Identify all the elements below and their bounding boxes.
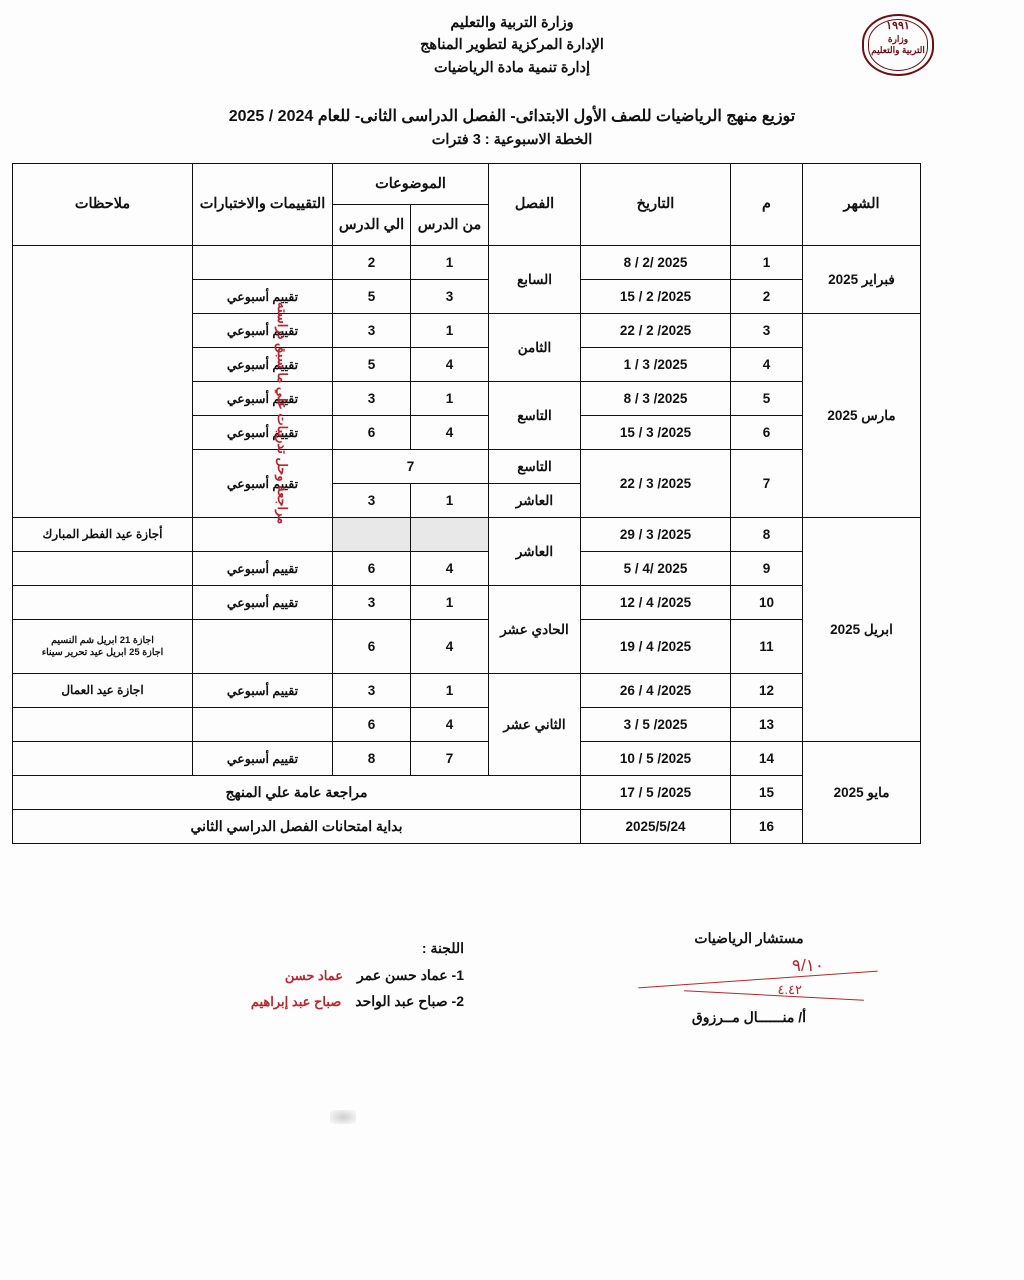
cell-from: 7 — [411, 742, 489, 776]
cell-to: 6 — [333, 708, 411, 742]
advisor-date: ٩/١٠ — [791, 956, 824, 975]
cell-date: 2025/ 4 / 26 — [581, 674, 731, 708]
cell-to: 3 — [333, 484, 411, 518]
cell-notes: أجازة عيد الفطر المبارك — [13, 518, 193, 552]
committee-member-1-name: عماد حسن عمر — [356, 966, 448, 983]
cell-serial: 5 — [731, 382, 803, 416]
cell-assessment: تقييم أسبوعي — [193, 552, 333, 586]
cell-date: 2025/ 2 / 15 — [581, 280, 731, 314]
cell-date: 2025/ 5 / 3 — [581, 708, 731, 742]
cell-to: 3 — [333, 314, 411, 348]
cell-date: 2025 /4 / 5 — [581, 552, 731, 586]
cell-assessment: تقييم أسبوعي — [193, 348, 333, 382]
cell-month: مايو 2025 — [803, 742, 921, 844]
signature-stroke-2 — [684, 990, 864, 1000]
cell-serial: 7 — [731, 450, 803, 518]
cell-assessment: تقييم أسبوعي — [193, 382, 333, 416]
cell-assessment: تقييم أسبوعي — [193, 416, 333, 450]
cell-chapter: الحادي عشر — [489, 586, 581, 674]
th-chapter: الفصل — [489, 164, 581, 246]
cell-notes — [13, 708, 193, 742]
handwritten-note: مراجعة وحل تدريبات علي ما سبق دراسته — [275, 301, 290, 525]
document-header — [0, 8, 1024, 148]
table-row — [13, 810, 921, 844]
th-serial: م — [731, 164, 803, 246]
th-notes: ملاحظات — [13, 164, 193, 246]
table-row — [13, 742, 921, 776]
cell-to: 6 — [333, 620, 411, 674]
committee-member-1 — [164, 962, 464, 989]
cell-date: 2025/ 3 / 1 — [581, 348, 731, 382]
cell-month: ابريل 2025 — [803, 518, 921, 742]
cell-from: 4 — [411, 620, 489, 674]
cell-serial: 16 — [731, 810, 803, 844]
curriculum-plan-table — [12, 163, 921, 844]
table-header-row — [13, 164, 921, 205]
cell-serial: 4 — [731, 348, 803, 382]
cell-to: 2 — [333, 246, 411, 280]
cell-serial: 1 — [731, 246, 803, 280]
table-row — [13, 620, 921, 674]
cell-serial: 11 — [731, 620, 803, 674]
table-row — [13, 586, 921, 620]
cell-date: 2025/ 4 / 12 — [581, 586, 731, 620]
cell-to: 5 — [333, 348, 411, 382]
cell-to: 6 — [333, 552, 411, 586]
committee-member-2 — [164, 988, 464, 1015]
cell-serial: 6 — [731, 416, 803, 450]
cell-assessment: تقييم أسبوعي — [193, 280, 333, 314]
cell-date: 2025/ 3 / 8 — [581, 382, 731, 416]
cell-from: 4 — [411, 416, 489, 450]
cell-to: 3 — [333, 586, 411, 620]
cell-assessment: تقييم أسبوعي — [193, 450, 333, 518]
table-row — [13, 776, 921, 810]
table-row — [13, 708, 921, 742]
advisor-year: ٤.٤٢ — [777, 982, 802, 997]
cell-assessment: تقييم أسبوعي — [193, 586, 333, 620]
cell-from: 3 — [411, 280, 489, 314]
cell-summary: بداية امتحانات الفصل الدراسي الثاني — [13, 810, 581, 844]
cell-serial: 9 — [731, 552, 803, 586]
cell-from: 1 — [411, 246, 489, 280]
cell-notes: اجازة 21 ابريل شم النسيم اجازة 25 ابريل عيد تحرير سيناء — [13, 620, 193, 674]
cell-serial: 10 — [731, 586, 803, 620]
cell-assessment — [193, 708, 333, 742]
cell-serial: 15 — [731, 776, 803, 810]
committee-member-1-num: 1- — [451, 966, 464, 983]
cell-notes-handwritten — [13, 246, 193, 518]
cell-notes — [13, 742, 193, 776]
cell-to: 3 — [333, 674, 411, 708]
cell-summary: مراجعة عامة علي المنهج — [13, 776, 581, 810]
cell-date: 2025 /2 / 8 — [581, 246, 731, 280]
cell-from: 1 — [411, 382, 489, 416]
cell-date: 2025/ 5 / 17 — [581, 776, 731, 810]
th-topics: الموضوعات — [333, 164, 489, 205]
cell-date: 2025/ 3 / 29 — [581, 518, 731, 552]
cell-assessment — [193, 518, 333, 552]
cell-assessment: تقييم أسبوعي — [193, 742, 333, 776]
cell-date: 2025/ 3 / 22 — [581, 450, 731, 518]
advisor-signature — [624, 955, 884, 1015]
cell-serial: 2 — [731, 280, 803, 314]
ministry-line-2: الإدارة المركزية لتطوير المناهج — [420, 37, 604, 54]
page-subtitle: الخطة الاسبوعية : 3 فترات — [431, 132, 593, 148]
cell-from: 4 — [411, 348, 489, 382]
cell-chapter: الثاني عشر — [489, 674, 581, 776]
cell-chapter: العاشر — [489, 484, 581, 518]
table-row — [13, 518, 921, 552]
th-topics-to: الي الدرس — [333, 205, 411, 246]
cell-date: 2025/5/24 — [581, 810, 731, 844]
cell-from: 4 — [411, 552, 489, 586]
emblem-top-text: ١٩٩١ — [886, 20, 910, 32]
cell-from — [411, 518, 489, 552]
cell-date: 2025/ 2 / 22 — [581, 314, 731, 348]
cell-to: 6 — [333, 416, 411, 450]
emblem-mid-text: وزارة التربية والتعليم — [871, 33, 925, 55]
cell-topics-span: 7 — [333, 450, 489, 484]
cell-assessment — [193, 246, 333, 280]
cell-notes — [13, 552, 193, 586]
cell-notes: اجازة عيد العمال — [13, 674, 193, 708]
page-title: توزيع منهج الرياضيات للصف الأول الابتدائى- الفصل الدراسى الثانى- للعام 2024 / 2025 — [228, 108, 796, 125]
cell-from: 1 — [411, 314, 489, 348]
cell-to: 3 — [333, 382, 411, 416]
cell-from: 1 — [411, 674, 489, 708]
cell-from: 1 — [411, 484, 489, 518]
cell-chapter: التاسع — [489, 382, 581, 450]
cell-serial: 12 — [731, 674, 803, 708]
cell-serial: 8 — [731, 518, 803, 552]
ministry-line-3: إدارة تنمية مادة الرياضيات — [433, 59, 591, 76]
advisor-title: مستشار الرياضيات — [694, 930, 804, 946]
cell-serial: 14 — [731, 742, 803, 776]
cell-chapter: العاشر — [489, 518, 581, 586]
th-assessments: التقييمات والاختبارات — [193, 164, 333, 246]
page-smudge — [330, 1110, 356, 1124]
committee-block — [164, 935, 464, 1015]
cell-serial: 3 — [731, 314, 803, 348]
cell-assessment — [193, 620, 333, 674]
advisor-name: أ/ منــــــال مــرزوق — [691, 1009, 807, 1025]
cell-to — [333, 518, 411, 552]
cell-month: مارس 2025 — [803, 314, 921, 518]
th-month: الشهر — [803, 164, 921, 246]
cell-to: 8 — [333, 742, 411, 776]
cell-date: 2025/ 4 / 19 — [581, 620, 731, 674]
cell-chapter: السابع — [489, 246, 581, 314]
cell-month: فبراير 2025 — [803, 246, 921, 314]
th-date: التاريخ — [581, 164, 731, 246]
committee-member-2-signature: صباح عبد إبراهيم — [250, 994, 342, 1010]
cell-notes — [13, 586, 193, 620]
cell-serial: 13 — [731, 708, 803, 742]
committee-label: اللجنة : — [421, 940, 464, 956]
cell-assessment: تقييم أسبوعي — [193, 314, 333, 348]
signature-stroke-1 — [638, 971, 877, 989]
cell-date: 2025/ 5 / 10 — [581, 742, 731, 776]
committee-member-1-signature: عماد حسن — [284, 967, 344, 983]
cell-date: 2025/ 3 / 15 — [581, 416, 731, 450]
cell-from: 1 — [411, 586, 489, 620]
table-row — [13, 674, 921, 708]
ministry-line-1: وزارة التربية والتعليم — [450, 15, 574, 31]
plan-table-wrapper — [41, 163, 921, 844]
cell-from: 4 — [411, 708, 489, 742]
table-row — [13, 552, 921, 586]
committee-member-2-num: 2- — [451, 993, 464, 1010]
cell-chapter: التاسع — [489, 450, 581, 484]
th-topics-from: من الدرس — [411, 205, 489, 246]
ministry-heading — [0, 12, 1024, 79]
cell-chapter: الثامن — [489, 314, 581, 382]
committee-member-2-name: صباح عبد الواحد — [355, 993, 448, 1010]
cell-to: 5 — [333, 280, 411, 314]
table-row — [13, 246, 921, 280]
cell-assessment: تقييم أسبوعي — [193, 674, 333, 708]
